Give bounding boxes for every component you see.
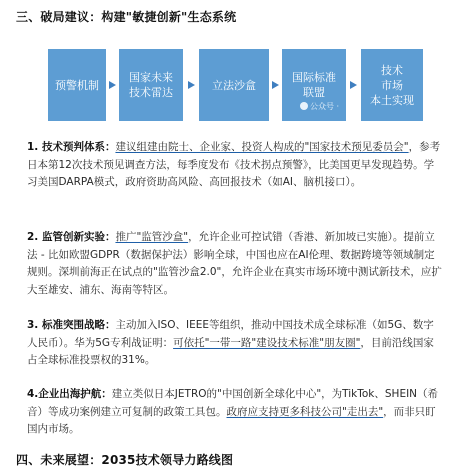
underlined-text: 政府应支持更多科技公司"走出去" (226, 405, 384, 418)
flow-box-text: 市场 (381, 78, 403, 92)
flow-box-warning (48, 49, 106, 121)
flow-box-market (361, 49, 423, 121)
paragraph-regulatory-sandbox (27, 229, 442, 299)
paragraph-lead: 2. 监管创新实验： (27, 231, 116, 243)
paragraph-lead: 1. 技术预判体系： (27, 141, 116, 153)
flow-box-text: 技术雷达 (129, 86, 173, 99)
paragraph-text: ，目前沿线国家占全球标准投票权的31%。 (27, 336, 434, 366)
paragraph-lead: 3. 标准突围战略： (27, 319, 116, 331)
flow-arrow-icon (188, 81, 195, 89)
flow-box-text: 预警机制 (55, 78, 99, 92)
flow-box-text: 国际标准 (292, 71, 336, 84)
flow-box-text: 国家未来 (129, 71, 173, 84)
section-heading-4: 四、未来展望：2035技术领导力路线图 (16, 453, 234, 467)
flow-box-sandbox (199, 49, 269, 121)
flow-diagram (48, 49, 423, 121)
underlined-text: 推广"监管沙盒" (115, 231, 189, 243)
paragraph-standards (27, 317, 442, 370)
paragraph-lead: 4.企业出海护航： (27, 388, 112, 400)
paragraph-text: ，而非只盯国内市场。 (27, 405, 436, 435)
paragraph-tech-foresight (27, 139, 442, 192)
watermark-text: 公众号 · (310, 102, 340, 111)
flow-arrow-icon (350, 81, 357, 89)
flow-box-text: 本土实现 (370, 93, 414, 107)
underlined-text: 可依托"一带一路"建设技术标准"朋友圈" (173, 336, 361, 349)
section-heading-3: 三、破局建议：构建"敏捷创新"生态系统 (16, 10, 237, 24)
underlined-text: 建议组建由院士、企业家、投资人构成的"国家技术预见委员会" (115, 141, 409, 153)
flow-box-text: 技术 (381, 63, 403, 77)
flow-box-radar (119, 49, 183, 121)
flow-arrow-icon (272, 81, 279, 89)
flow-box-text: 立法沙盒 (212, 78, 256, 92)
watermark (300, 101, 339, 112)
paragraph-going-global (27, 386, 442, 439)
paragraph-text: ，参考日本第12次技术预见调查方法，每季度发布《技术拐点预警》，比美国更早发现趋势。学习美国DARPA模式，政府资助高风险、高回报技术（如AI、脑机接口）。 (27, 141, 441, 188)
wechat-icon (300, 102, 308, 110)
paragraph-text: 建立类似日本JETRO的"中国创新全球化中心"，为TikTok、SHEIN（希音）等成功案例建立可复制的政策工具包。 (27, 388, 439, 418)
flow-arrow-icon (109, 81, 116, 89)
flow-box-text: 联盟 (303, 86, 325, 99)
paragraph-text: ，允许企业可控试错（香港、新加坡已实施）。提前立法 - 比如欧盟GDPR（数据保护法）影响全球，中国也应在AI伦理、数据跨境等领域制定规则。深圳前海正在试点的"监管沙盒2.0"，允许企业在真实市场环境中测试新技术，应扩大至雄安、浦东、海南等特区。 (27, 231, 442, 296)
paragraph-text: 主动加入ISO、IEEE等组织，推动中国技术成全球标准（如5G、数字人民币）。华为5G专利战证明： (27, 319, 434, 349)
